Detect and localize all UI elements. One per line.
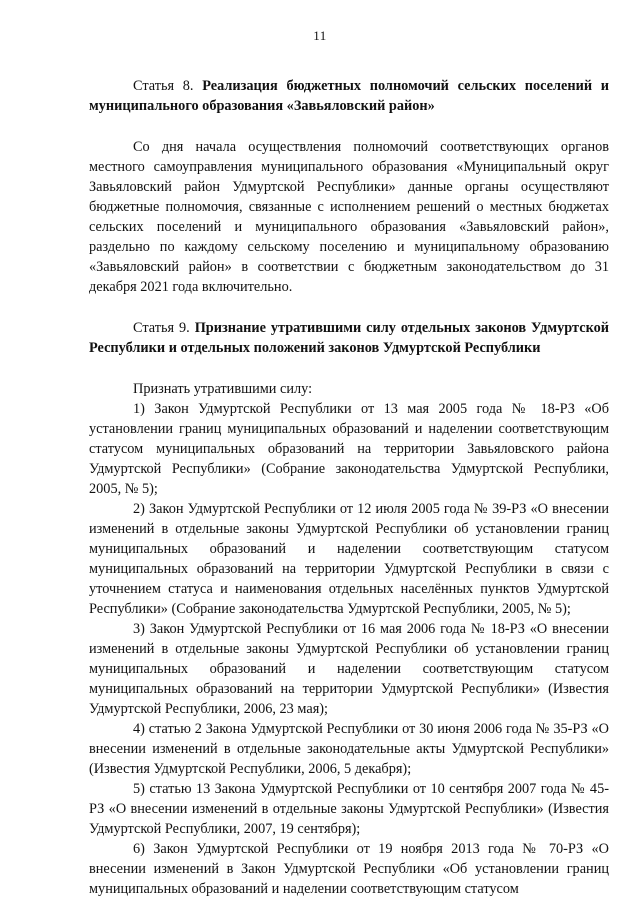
article-8-label: Статья 8. [133,78,194,94]
article-9-item-2: 2) Закон Удмуртской Республики от 12 июля 2005 года № 39-РЗ «О внесении изменений в отдельные законы Удмуртской Республики об установлении границ муниципальных образований и наделении соответствующим статусом муниципальных образований на территории Удмуртской Республики в связи с уточнением статуса и наименования отдельных населённых пунктов Удмуртской Республики» (Собрание законодательства Удмуртской Республики, 2005, № 5); [89,501,609,617]
article-9-item-5: 5) статью 13 Закона Удмуртской Республики от 10 сентября 2007 года № 45-РЗ «О внесении изменений в отдельные законы Удмуртской Республики» (Известия Удмуртской Республики, 2007, 19 сентября); [89,781,609,837]
article-8-paragraph: Со дня начала осуществления полномочий соответствующих органов местного самоуправления муниципального образования «Муниципальный округ Завьяловский район Удмуртской Республики» данные органы осуществляют бюджетные полномочия, связанные с исполнением решений о местных бюджетах сельских поселений и муниципального образования «Завьяловский район», раздельно по каждому сельскому поселению и муниципальному образованию «Завьяловский район» в соответствии с бюджетным законодательством до 31 декабря 2021 года включительно. [89,139,609,295]
article-9-title: Признание утратившими силу отдельных законов Удмуртской Республики и отдельных положений законов Удмуртской Республики [89,320,610,356]
article-9-item-4: 4) статью 2 Закона Удмуртской Республики от 30 июня 2006 года № 35-РЗ «О внесении изменений в отдельные законодательные акты Удмуртской Республики» (Известия Удмуртской Республики, 2006, 5 декабря); [89,721,609,777]
article-9-heading [89,318,609,358]
article-9-label: Статья 9. [133,320,190,336]
article-8-heading [89,76,609,116]
page-number: 11 [313,28,327,43]
document-body [89,76,609,899]
article-9-item-3: 3) Закон Удмуртской Республики от 16 мая 2006 года № 18-РЗ «О внесении изменений в отдельные законы Удмуртской Республики об установлении границ муниципальных образований и наделении соответствующим статусом муниципальных образований на территории Удмуртской Республики» (Известия Удмуртской Республики, 2006, 23 мая); [89,621,609,717]
article-8-title: Реализация бюджетных полномочий сельских поселений и муниципального образования «Завьяловский район» [89,78,609,114]
article-9-item-6: 6) Закон Удмуртской Республики от 19 ноября 2013 года № 70-РЗ «О внесении изменений в Закон Удмуртской Республики «Об установлении границ муниципальных образований и наделении соответствующим статусом [89,841,609,897]
article-9-intro: Признать утратившими силу: [133,381,313,397]
article-9-item-1: 1) Закон Удмуртской Республики от 13 мая 2005 года № 18-РЗ «Об установлении границ муниципальных образований и наделении соответствующим статусом муниципальных образований на территории Завьяловского района Удмуртской Республики» (Собрание законодательства Удмуртской Республики, 2005, № 5); [89,401,609,497]
